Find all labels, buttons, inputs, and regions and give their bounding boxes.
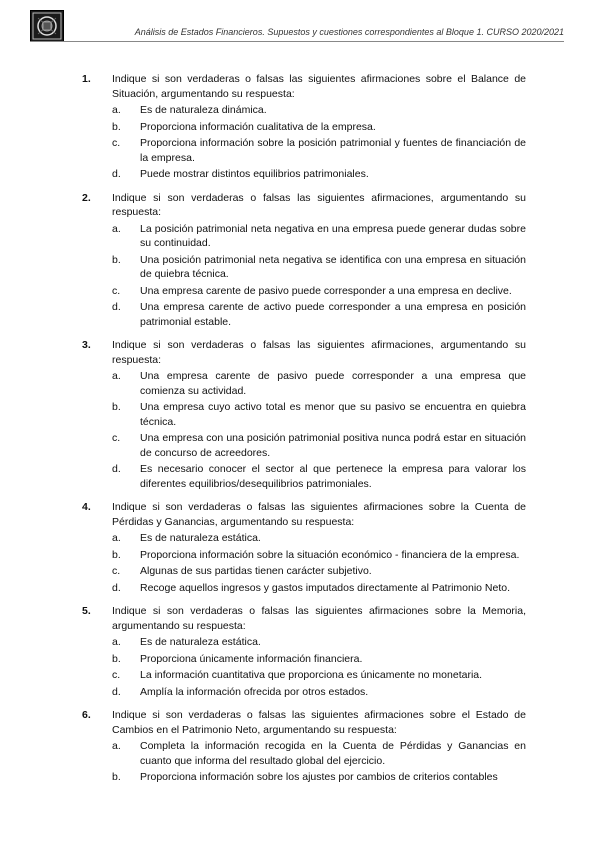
option-text: Es de naturaleza estática. xyxy=(140,532,261,544)
option-item xyxy=(112,120,526,135)
option-item xyxy=(112,103,526,118)
option-text: La posición patrimonial neta negativa en una empresa puede generar dudas sobre su continuidad. xyxy=(140,222,526,249)
option-letter: d. xyxy=(112,463,121,475)
option-item xyxy=(112,739,526,768)
question-number: 3. xyxy=(82,339,91,351)
option-item xyxy=(112,668,526,683)
option-letter: b. xyxy=(112,652,121,665)
option-text: La información cuantitativa que proporciona es únicamente no monetaria. xyxy=(140,669,483,681)
option-text: Es de naturaleza dinámica. xyxy=(140,104,267,116)
question xyxy=(82,72,526,182)
question xyxy=(82,191,526,330)
option-letter: d. xyxy=(112,301,121,313)
option-letter: b. xyxy=(112,548,121,561)
document-header-title: Análisis de Estados Financieros. Supuestos y cuestiones correspondientes al Bloque 1. CURSO 2020/2021 xyxy=(134,27,564,37)
option-text: Una empresa carente de pasivo puede corresponder a una empresa en declive. xyxy=(140,284,512,297)
option-text: Recoge aquellos ingresos y gastos imputados directamente al Patrimonio Neto. xyxy=(140,581,511,594)
option-text: Completa la información recogida en la Cuenta de Pérdidas y Ganancias en cuanto que informa del resultado global del ejercicio. xyxy=(140,740,526,767)
option-letter: a. xyxy=(112,532,121,544)
question-number: 4. xyxy=(82,501,91,513)
question-number: 6. xyxy=(82,709,91,721)
option-item xyxy=(112,548,526,563)
option-item xyxy=(112,400,526,429)
option-item xyxy=(112,136,526,165)
question xyxy=(82,604,526,699)
option-letter: c. xyxy=(112,284,121,297)
option-item xyxy=(112,581,526,596)
option-letter: c. xyxy=(112,137,121,149)
question-number: 2. xyxy=(82,191,91,204)
option-item xyxy=(112,369,526,398)
option-item xyxy=(112,253,526,282)
option-letter: c. xyxy=(112,669,121,681)
option-item xyxy=(112,635,526,650)
option-letter: a. xyxy=(112,104,121,116)
option-item xyxy=(112,564,526,579)
option-item xyxy=(112,284,526,299)
question-list xyxy=(82,72,526,794)
option-item xyxy=(112,770,526,785)
option-letter: b. xyxy=(112,253,121,266)
question xyxy=(82,500,526,595)
option-letter: a. xyxy=(112,222,121,235)
question xyxy=(82,708,526,785)
option-letter: d. xyxy=(112,685,121,698)
option-letter: a. xyxy=(112,740,121,752)
option-letter: d. xyxy=(112,168,121,180)
question-text: Indique si son verdaderas o falsas las siguientes afirmaciones, argumentando su respuesta: xyxy=(112,191,526,218)
question-text: Indique si son verdaderas o falsas las siguientes afirmaciones sobre la Memoria, argumentando su respuesta: xyxy=(112,605,526,632)
option-text: Proporciona únicamente información financiera. xyxy=(140,652,363,665)
question xyxy=(82,338,526,491)
question-text: Indique si son verdaderas o falsas las siguientes afirmaciones sobre la Cuenta de Pérdidas y Ganancias, argumentando su respuesta: xyxy=(112,501,526,528)
university-logo xyxy=(30,10,64,42)
option-text: Una empresa carente de pasivo puede corresponder a una empresa que comienza su actividad. xyxy=(140,370,526,397)
option-item xyxy=(112,462,526,491)
option-text: Proporciona información sobre los ajustes por cambios de criterios contables xyxy=(140,771,498,783)
option-letter: a. xyxy=(112,636,121,648)
option-letter: b. xyxy=(112,401,121,413)
option-text: Algunas de sus partidas tienen carácter subjetivo. xyxy=(140,565,372,577)
option-item xyxy=(112,652,526,667)
option-item xyxy=(112,531,526,546)
header-divider xyxy=(30,41,564,42)
question-text: Indique si son verdaderas o falsas las siguientes afirmaciones sobre el Estado de Cambios en el Patrimonio Neto, argumentando su respuesta: xyxy=(112,709,526,736)
option-text: Una empresa carente de activo puede corresponder a una empresa en posición patrimonial estable. xyxy=(140,301,526,328)
option-text: Es de naturaleza estática. xyxy=(140,636,261,648)
option-letter: a. xyxy=(112,370,121,382)
option-text: Una empresa con una posición patrimonial positiva nunca podrá estar en situación de concurso de acreedores. xyxy=(140,432,526,459)
option-letter: d. xyxy=(112,581,121,594)
option-text: Una posición patrimonial neta negativa se identifica con una empresa en situación de quiebra técnica. xyxy=(140,253,526,280)
option-letter: c. xyxy=(112,565,121,577)
option-text: Proporciona información cualitativa de la empresa. xyxy=(140,120,376,133)
question-text: Indique si son verdaderas o falsas las siguientes afirmaciones, argumentando su respuesta: xyxy=(112,339,526,366)
option-text: Es necesario conocer el sector al que pertenece la empresa para valorar los diferentes equilibrios/desequilibrios patrimoniales. xyxy=(140,463,526,490)
option-text: Proporciona información sobre la situación económico - financiera de la empresa. xyxy=(140,548,520,561)
option-text: Puede mostrar distintos equilibrios patrimoniales. xyxy=(140,168,369,180)
question-number: 1. xyxy=(82,73,91,85)
option-item xyxy=(112,222,526,251)
option-text: Proporciona información sobre la posición patrimonial y fuentes de financiación de la empresa. xyxy=(140,137,526,164)
option-letter: b. xyxy=(112,771,121,783)
option-letter: c. xyxy=(112,432,121,444)
option-item xyxy=(112,300,526,329)
option-item xyxy=(112,685,526,700)
option-text: Amplía la información ofrecida por otros estados. xyxy=(140,685,369,698)
option-text: Una empresa cuyo activo total es menor que su pasivo se encuentra en quiebra técnica. xyxy=(140,401,526,428)
option-item xyxy=(112,431,526,460)
option-letter: b. xyxy=(112,120,121,133)
option-item xyxy=(112,167,526,182)
question-number: 5. xyxy=(82,605,91,617)
question-text: Indique si son verdaderas o falsas las siguientes afirmaciones sobre el Balance de Situación, argumentando su respuesta: xyxy=(112,73,526,100)
